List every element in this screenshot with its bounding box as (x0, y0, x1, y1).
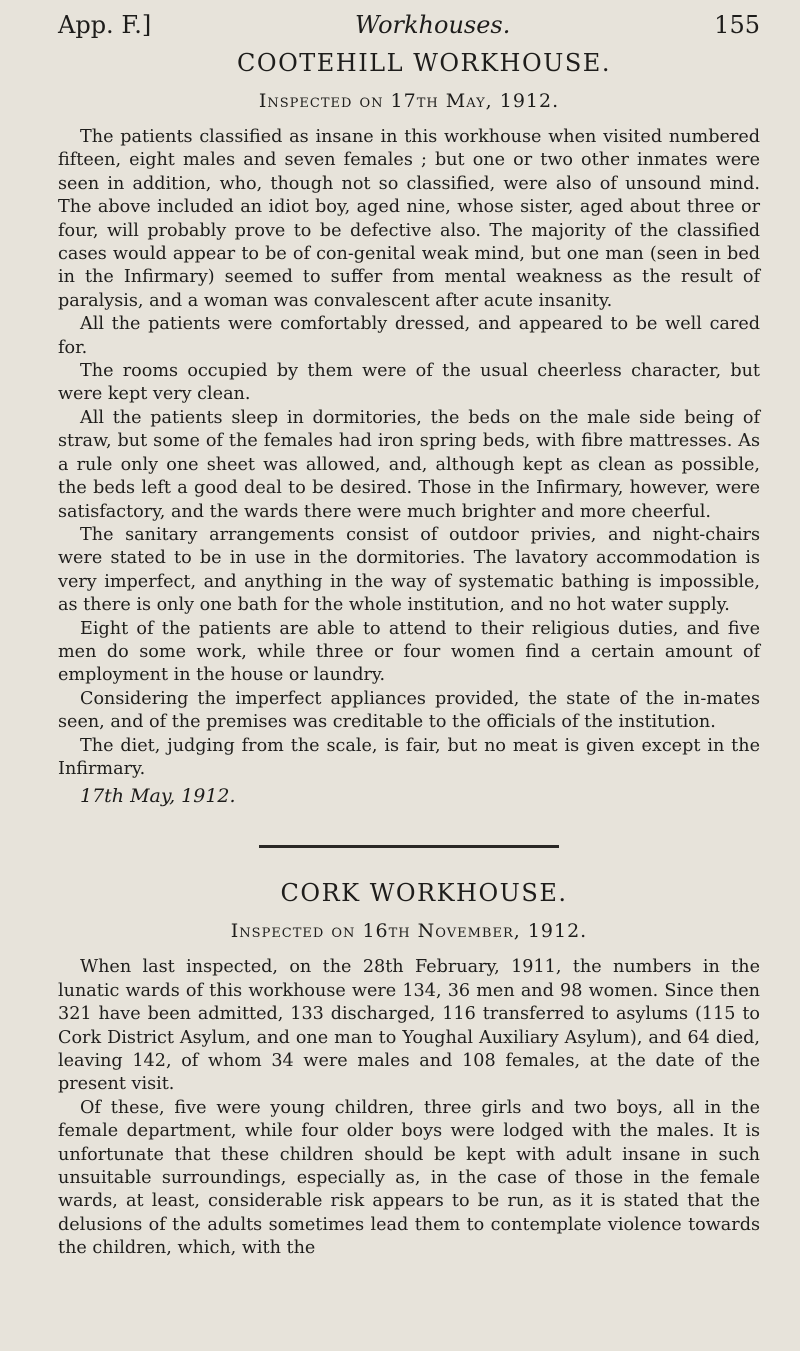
page-number: 155 (714, 11, 760, 39)
appendix-label: App. F.] (58, 11, 152, 39)
chapter-title: Workhouses. (355, 11, 511, 39)
paragraph: Eight of the patients are able to attend to their religious duties, and five men do some work, while three or four women find a certain amount of employment in the house or laundry. (58, 618, 760, 686)
paragraph: When last inspected, on the 28th February, 1911, the numbers in the lunatic wards of this workhouse were 134, 36 men and 98 women. Since then 321 have been admitted, 133 discharged, 116 transferred to asylums (115 to Cork District Asylum, and one man to Youghal Auxiliary Asylum), and 64 died, leaving 142, of whom 34 were males and 108 females, at the date of the present visit. (58, 957, 760, 1095)
paragraph: The patients classified as insane in this workhouse when visited numbered fifteen, eight males and seven females ; but one or two other inmates were seen in addition, who, though not so classified, were also of unsound mind. The above included an idiot boy, aged nine, whose sister, aged about three or four, will probably prove to be defective also. The majority of the classified cases would appear to be of con-genital weak mind, but one man (seen in bed in the Infirmary) seemed to suffer from mental weakness as the result of paralysis, and a woman was convalescent after acute insanity. (58, 127, 760, 311)
paragraph: The sanitary arrangements consist of outdoor privies, and night-chairs were stated to be in use in the dormitories. The lavatory accommodation is very imperfect, and anything in the way of systematic bathing is impossible, as there is only one bath for the whole institution, and no hot water supply. (58, 524, 760, 616)
paragraph: The rooms occupied by them were of the usual cheerless character, but were kept very clean. (58, 361, 760, 405)
section-cootehill (58, 48, 760, 809)
paragraph: All the patients sleep in dormitories, the beds on the male side being of straw, but some of the females had iron spring beds, with fibre mattresses. As a rule only one sheet was allowed, and, although kept as clean as possible, the beds left a good deal to be desired. Those in the Infirmary, however, were satisfactory, and the wards there were much brighter and more cheerful. (58, 407, 760, 522)
section-title: COOTEHILL WORKHOUSE. (237, 49, 611, 77)
running-head (58, 8, 760, 42)
section-divider (259, 845, 559, 848)
report-date: 17th May, 1912. (80, 785, 236, 808)
paragraph: The diet, judging from the scale, is fair, but no meat is given except in the Infirmary. (58, 735, 760, 779)
paragraph: Considering the imperfect appliances provided, the state of the in-mates seen, and of the premises was creditable to the officials of the institution. (58, 688, 760, 733)
paragraph: Of these, five were young children, three girls and two boys, all in the female department, while four older boys were lodged with the males. It is unfortunate that these children should be kept with adult insane in such unsuitable surroundings, especially as, in the case of those in the female wards, at least, considerable risk appears to be run, as it is stated that the delusions of the adults sometimes lead them to contemplate violence towards the children, which, with the (58, 1097, 760, 1259)
inspection-date: Inspected on 17th May, 1912. (258, 90, 560, 112)
inspection-date: Inspected on 16th November, 1912. (230, 920, 588, 943)
section-cork (58, 878, 760, 1260)
paragraph: All the patients were comfortably dressed, and appeared to be well cared for. (58, 314, 760, 358)
section-title: CORK WORKHOUSE. (280, 879, 568, 908)
